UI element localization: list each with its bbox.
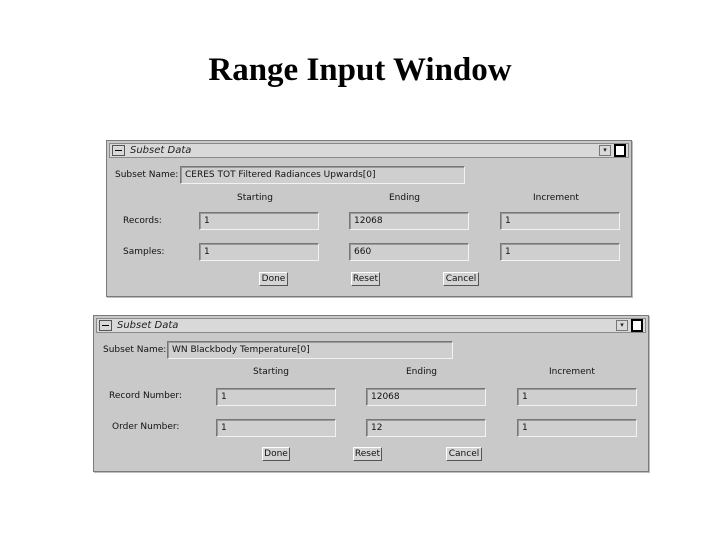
records-increment-field[interactable]: 1 (500, 212, 620, 230)
window-titlebar[interactable] (109, 143, 629, 158)
order-number-increment-field[interactable]: 1 (517, 419, 637, 437)
window-menu-icon[interactable] (99, 320, 112, 331)
col-header-increment: Increment (533, 193, 579, 203)
row-label-samples: Samples: (123, 247, 165, 257)
order-number-ending-field[interactable]: 12 (366, 419, 486, 437)
row-label-records: Records: (123, 216, 162, 226)
record-number-increment-field[interactable]: 1 (517, 388, 637, 406)
record-number-starting-field[interactable]: 1 (216, 388, 336, 406)
done-button[interactable]: Done (259, 272, 288, 286)
col-header-increment: Increment (549, 367, 595, 377)
order-number-starting-field[interactable]: 1 (216, 419, 336, 437)
reset-button[interactable]: Reset (354, 449, 381, 459)
cancel-button[interactable]: Cancel (443, 272, 479, 286)
row-label-order-number: Order Number: (112, 422, 180, 432)
samples-ending-field[interactable]: 660 (349, 243, 469, 261)
records-starting-field[interactable]: 1 (199, 212, 319, 230)
window-menu-icon[interactable] (112, 145, 125, 156)
window-titlebar[interactable] (96, 318, 646, 333)
reset-button[interactable]: Reset (352, 274, 379, 284)
minimize-icon[interactable]: ▾ (599, 145, 611, 156)
samples-increment-field[interactable]: 1 (500, 243, 620, 261)
maximize-icon[interactable] (614, 144, 626, 157)
minimize-icon[interactable]: ▾ (616, 320, 628, 331)
record-number-ending-field[interactable]: 12068 (366, 388, 486, 406)
window-title: Subset Data (117, 320, 179, 331)
subset-name-field[interactable]: WN Blackbody Temperature[0] (167, 341, 453, 359)
cancel-button[interactable]: Cancel (446, 447, 482, 461)
subset-name-field[interactable]: CERES TOT Filtered Radiances Upwards[0] (180, 166, 465, 184)
slide-title: Range Input Window (208, 52, 512, 88)
subset-name-label: Subset Name: (115, 170, 179, 180)
col-header-ending: Ending (406, 367, 438, 377)
row-label-record-number: Record Number: (109, 391, 182, 401)
samples-starting-field[interactable]: 1 (199, 243, 319, 261)
subset-name-label: Subset Name: (103, 345, 167, 355)
col-header-ending: Ending (389, 193, 421, 203)
records-ending-field[interactable]: 12068 (349, 212, 469, 230)
done-button[interactable]: Done (262, 447, 290, 461)
subset-data-window-1 (106, 140, 632, 297)
col-header-starting: Starting (237, 193, 273, 203)
window-title: Subset Data (130, 145, 192, 156)
col-header-starting: Starting (253, 367, 289, 377)
maximize-icon[interactable] (631, 319, 643, 332)
subset-data-window-2 (93, 315, 649, 472)
